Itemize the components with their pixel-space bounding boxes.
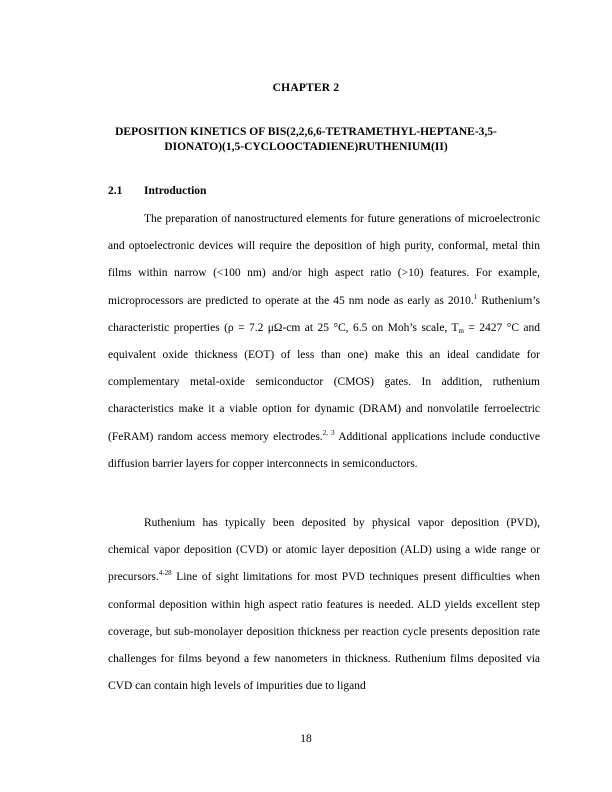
chapter-title-line-1: DEPOSITION KINETICS OF BIS(2,2,6,6-TETRAMETHYL-HEPTANE-3,5- (115, 126, 497, 138)
paragraph-2-text-b: Line of sight limitations for most PVD techniques present difficulties when conformal deposition within high aspect ratio features is needed. ALD yields excellent step coverage, but sub-monolayer deposition thickness per reaction cycle presents deposition rate challenges for films beyond a few nanometers in thickness. Ruthenium films deposited via CVD can contain high levels of impurities due to ligand (108, 571, 540, 693)
chapter-label: CHAPTER 2 (272, 82, 340, 94)
section-heading (108, 185, 206, 197)
paragraph-2-text-a: Ruthenium has typically been deposited by physical vapor deposition (PVD), chemical vapor deposition (CVD) or atomic layer deposition (ALD) using a wide range or precursors. (108, 517, 540, 584)
section-title: Introduction (144, 185, 207, 197)
citation-superscript: 1 (473, 292, 478, 301)
paragraph-1 (108, 206, 540, 478)
chapter-title (100, 125, 512, 155)
citation-superscript: 2, 3 (322, 428, 335, 437)
paragraph-1-text-d: Additional applications include conductive diffusion barrier layers for copper interconnects in semiconductors. (108, 430, 541, 470)
paragraph-2 (108, 510, 540, 700)
chapter-title-line-2: DIONATO)(1,5-CYCLOOCTADIENE)RUTHENIUM(II) (164, 141, 448, 153)
page-number: 18 (300, 733, 312, 745)
paragraph-1-text-a: The preparation of nanostructured elements for future generations of microelectronic and optoelectronic devices will require the deposition of high purity, conformal, metal thin films within narrow (<100 nm) and/or high aspect ratio (>10) features. For example, microprocessors are predicted to operate at the 45 nm node as early as 2010. (108, 213, 540, 307)
subscript-m: m (458, 326, 464, 335)
paragraph-1-text-b: Ruthenium’s characteristic properties (ρ = 7.2 μΩ-cm at 25 °C, 6.5 on Moh’s scale, T (108, 294, 541, 334)
section-number: 2.1 (108, 185, 123, 197)
paragraph-1-text-c: = 2427 °C and equivalent oxide thickness (EOT) of less than one) make this an ideal candidate for complementary metal-oxide semiconductor (CMOS) gates. In addition, ruthenium characteristics make it a viable option for dynamic (DRAM) and nonvolatile ferroelectric (FeRAM) random access memory electrodes. (108, 321, 541, 443)
citation-superscript: 4-28 (158, 569, 172, 578)
